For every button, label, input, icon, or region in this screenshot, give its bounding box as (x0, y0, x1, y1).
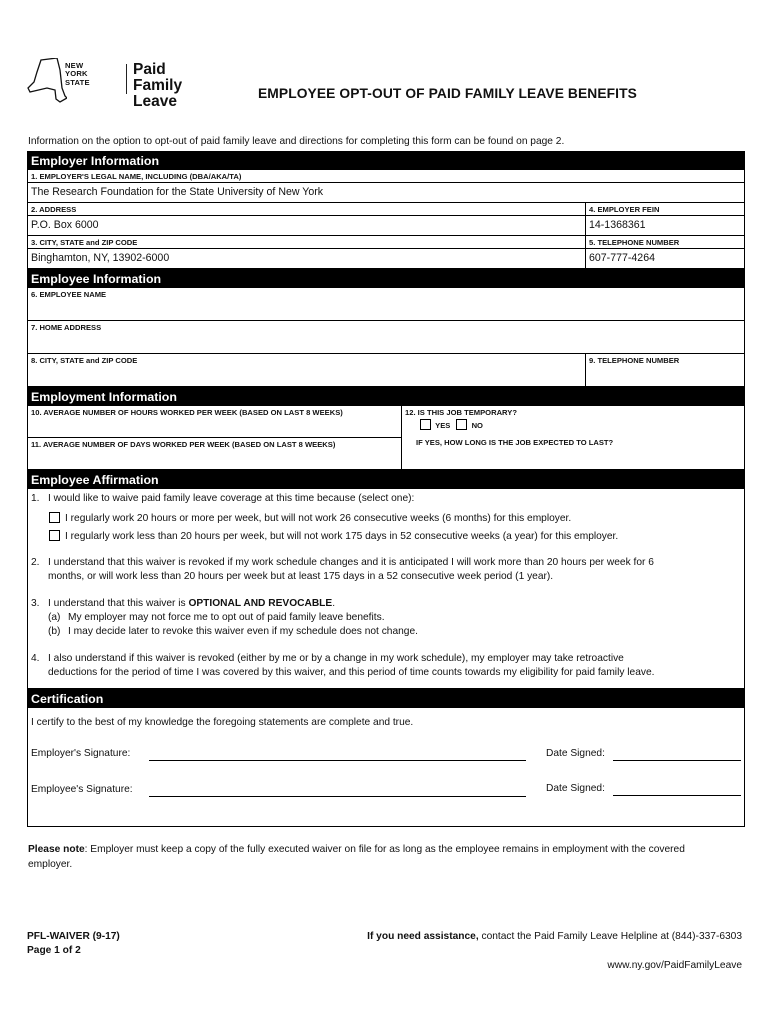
how-long-field[interactable] (402, 449, 744, 465)
employer-city-label: 3. CITY, STATE and ZIP CODE (28, 236, 585, 249)
employment-section-header: Employment Information (27, 387, 745, 406)
footer-assistance-bold: If you need assistance, (367, 931, 479, 942)
affirmation-item-3a-text: My employer may not force me to opt out of paid family leave benefits. (68, 612, 385, 623)
employee-city-row (27, 354, 745, 387)
affirmation-item-4-line-2: deductions for the period of time I was covered by this waiver, and this period of time counts towards my eligibility for paid family leave. (48, 667, 655, 678)
intro-text: Information on the option to opt-out of paid family leave and directions for completing this form can be found on page 2. (28, 136, 565, 147)
logo-state-text (65, 62, 90, 87)
employer-date-line[interactable] (613, 760, 741, 761)
document-title: EMPLOYEE OPT-OUT OF PAID FAMILY LEAVE BENEFITS (258, 86, 637, 101)
how-long-label: IF YES, HOW LONG IS THE JOB EXPECTED TO LAST? (416, 438, 614, 447)
affirmation-item-4-text (48, 652, 654, 680)
logo-line-leave: Leave (133, 93, 177, 110)
affirmation-item-3-text (48, 597, 335, 611)
employee-city-cell (28, 354, 585, 386)
logo-program-text (133, 62, 197, 110)
employee-phone-field[interactable] (586, 367, 744, 386)
employer-section-header: Employer Information (27, 151, 745, 170)
employer-city-field[interactable]: Binghamton, NY, 13902-6000 (31, 252, 170, 264)
affirmation-item-3-number: 3. (31, 598, 40, 609)
employer-address-row (27, 203, 745, 236)
retention-note-text: : Employer must keep a copy of the fully executed waiver on file for as long as the employee remains in employment with the covered employer. (28, 844, 685, 870)
affirmation-item-4 (31, 652, 744, 680)
footer-assistance (367, 931, 742, 942)
affirmation-item-3b (31, 625, 744, 639)
employee-phone-label: 9. TELEPHONE NUMBER (589, 356, 680, 365)
affirmation-item-3 (31, 597, 744, 611)
waiver-choice-b-text: I regularly work less than 20 hours per week, but will not work 175 days in 52 consecutive weeks (a year) for this employer. (65, 531, 619, 542)
new-york-state-outline-icon (27, 58, 67, 104)
temporary-no-label: NO (471, 421, 483, 430)
affirmation-item-2-number: 2. (31, 557, 40, 568)
affirmation-item-3a-marker: (a) (48, 612, 61, 623)
logo-line-state: STATE (65, 77, 90, 87)
employer-address-field[interactable]: P.O. Box 6000 (31, 219, 99, 231)
employer-fein-cell (585, 203, 744, 235)
temporary-yes-label: YES (435, 421, 451, 430)
logo-line-paid-family: Paid Family (133, 61, 183, 94)
temporary-no-checkbox[interactable] (456, 419, 467, 430)
employer-phone-label: 5. TELEPHONE NUMBER (586, 236, 744, 249)
employee-address-cell (28, 321, 744, 353)
footer-url-link[interactable]: www.ny.gov/PaidFamilyLeave (607, 960, 742, 971)
retention-note (28, 842, 728, 872)
temporary-cell (401, 406, 744, 469)
employee-name-label: 6. EMPLOYEE NAME (31, 290, 107, 299)
waiver-choice-a (31, 512, 744, 526)
affirmation-item-2 (31, 556, 744, 584)
employer-signature-line[interactable] (149, 760, 526, 761)
certification-statement: I certify to the best of my knowledge the foregoing statements are complete and true. (31, 717, 414, 728)
employer-signature-label: Employer's Signature: (31, 748, 131, 759)
affirmation-item-3b-text: I may decide later to revoke this waiver even if my schedule does not change. (68, 626, 418, 637)
employer-legal-name-field[interactable]: The Research Foundation for the State University of New York (31, 186, 324, 198)
affirmation-item-3-pre: I understand that this waiver is (48, 598, 189, 609)
certification-section-header: Certification (27, 689, 745, 708)
affirmation-item-1 (31, 492, 744, 506)
employer-legal-name-label: 1. EMPLOYER'S LEGAL NAME, INCLUDING (DBA/AKA/TA) (28, 170, 744, 183)
employer-address-label: 2. ADDRESS (28, 203, 585, 216)
employee-date-label: Date Signed: (546, 783, 605, 794)
temporary-label: 12. IS THIS JOB TEMPORARY? (405, 408, 517, 417)
employer-phone-field[interactable]: 607-777-4264 (589, 252, 655, 264)
employer-fein-field[interactable]: 14-1368361 (589, 219, 646, 231)
employer-city-cell (28, 236, 585, 268)
employee-city-field[interactable] (28, 367, 585, 386)
employee-address-row (27, 321, 745, 354)
employee-address-field[interactable] (28, 334, 744, 353)
retention-note-bold: Please note (28, 844, 85, 855)
employer-date-label: Date Signed: (546, 748, 605, 759)
logo-divider (126, 64, 127, 94)
footer-form-id: PFL-WAIVER (9-17) (27, 931, 120, 942)
footer-page-number: Page 1 of 2 (27, 945, 81, 956)
affirmation-item-1-text: I would like to waive paid family leave coverage at this time because (select one): (48, 493, 415, 504)
employee-city-label: 8. CITY, STATE and ZIP CODE (31, 356, 138, 365)
affirmation-item-4-line-1: I also understand if this waiver is revoked (either by me or by a change in my work schedule), my employer may take retroactive (48, 653, 624, 664)
employment-row (27, 406, 745, 470)
employee-signature-line[interactable] (149, 796, 526, 797)
waiver-choice-a-text: I regularly work 20 hours or more per week, but will not work 26 consecutive weeks (6 months) for this employer. (65, 513, 572, 524)
days-label: 11. AVERAGE NUMBER OF DAYS WORKED PER WEEK (BASED ON LAST 8 WEEKS) (31, 440, 336, 449)
waiver-choice-b (31, 530, 744, 544)
affirmation-section-header: Employee Affirmation (27, 470, 745, 489)
affirmation-item-2-line-1: I understand that this waiver is revoked if my work schedule changes and it is anticipated I will work more than 20 hours per week for 6 (48, 557, 654, 568)
affirmation-item-2-text (48, 556, 654, 584)
footer-assistance-text: contact the Paid Family Leave Helpline at (844)-337-6303 (478, 931, 742, 942)
temporary-options (402, 419, 744, 436)
temporary-yes-checkbox[interactable] (420, 419, 431, 430)
days-cell (28, 438, 401, 469)
employee-name-cell (28, 288, 744, 320)
waiver-choice-a-checkbox[interactable] (49, 512, 60, 523)
certification-body (27, 708, 745, 827)
affirmation-item-3a (31, 611, 744, 625)
employment-left-col (28, 406, 401, 469)
employee-name-field[interactable] (28, 301, 744, 320)
employee-name-row (27, 288, 745, 321)
opt-out-form (27, 151, 745, 827)
employee-phone-cell (585, 354, 744, 386)
employee-signature-label: Employee's Signature: (31, 784, 133, 795)
employer-legal-name-row (27, 170, 745, 203)
footer-form-info (27, 930, 120, 958)
hours-field[interactable] (28, 419, 401, 437)
nys-pfl-logo (27, 58, 197, 110)
employer-fein-label: 4. EMPLOYER FEIN (586, 203, 744, 216)
hours-label: 10. AVERAGE NUMBER OF HOURS WORKED PER WEEK (BASED ON LAST 8 WEEKS) (31, 408, 343, 417)
logo-line-york: YORK (65, 69, 88, 79)
employee-address-label: 7. HOME ADDRESS (31, 323, 102, 332)
affirmation-item-4-number: 4. (31, 653, 40, 664)
hours-cell (28, 406, 401, 438)
affirmation-item-2-line-2: months, or will work less than 20 hours per week but at least 175 days in a 52 consecutive week period (1 year). (48, 571, 554, 582)
employer-legal-name-cell (28, 170, 744, 202)
affirmation-item-3-post: . (332, 598, 336, 609)
employee-section-header: Employee Information (27, 269, 745, 288)
employer-phone-cell (585, 236, 744, 268)
employee-date-line[interactable] (613, 795, 741, 796)
waiver-choice-b-checkbox[interactable] (49, 530, 60, 541)
employer-city-row (27, 236, 745, 269)
affirmation-body (27, 489, 745, 689)
days-field[interactable] (28, 451, 401, 469)
affirmation-item-1-number: 1. (31, 493, 40, 504)
affirmation-item-3b-marker: (b) (48, 626, 61, 637)
affirmation-item-3-bold: OPTIONAL AND REVOCABLE (188, 598, 333, 609)
logo-line-new: NEW (65, 61, 84, 70)
employer-address-cell (28, 203, 585, 235)
